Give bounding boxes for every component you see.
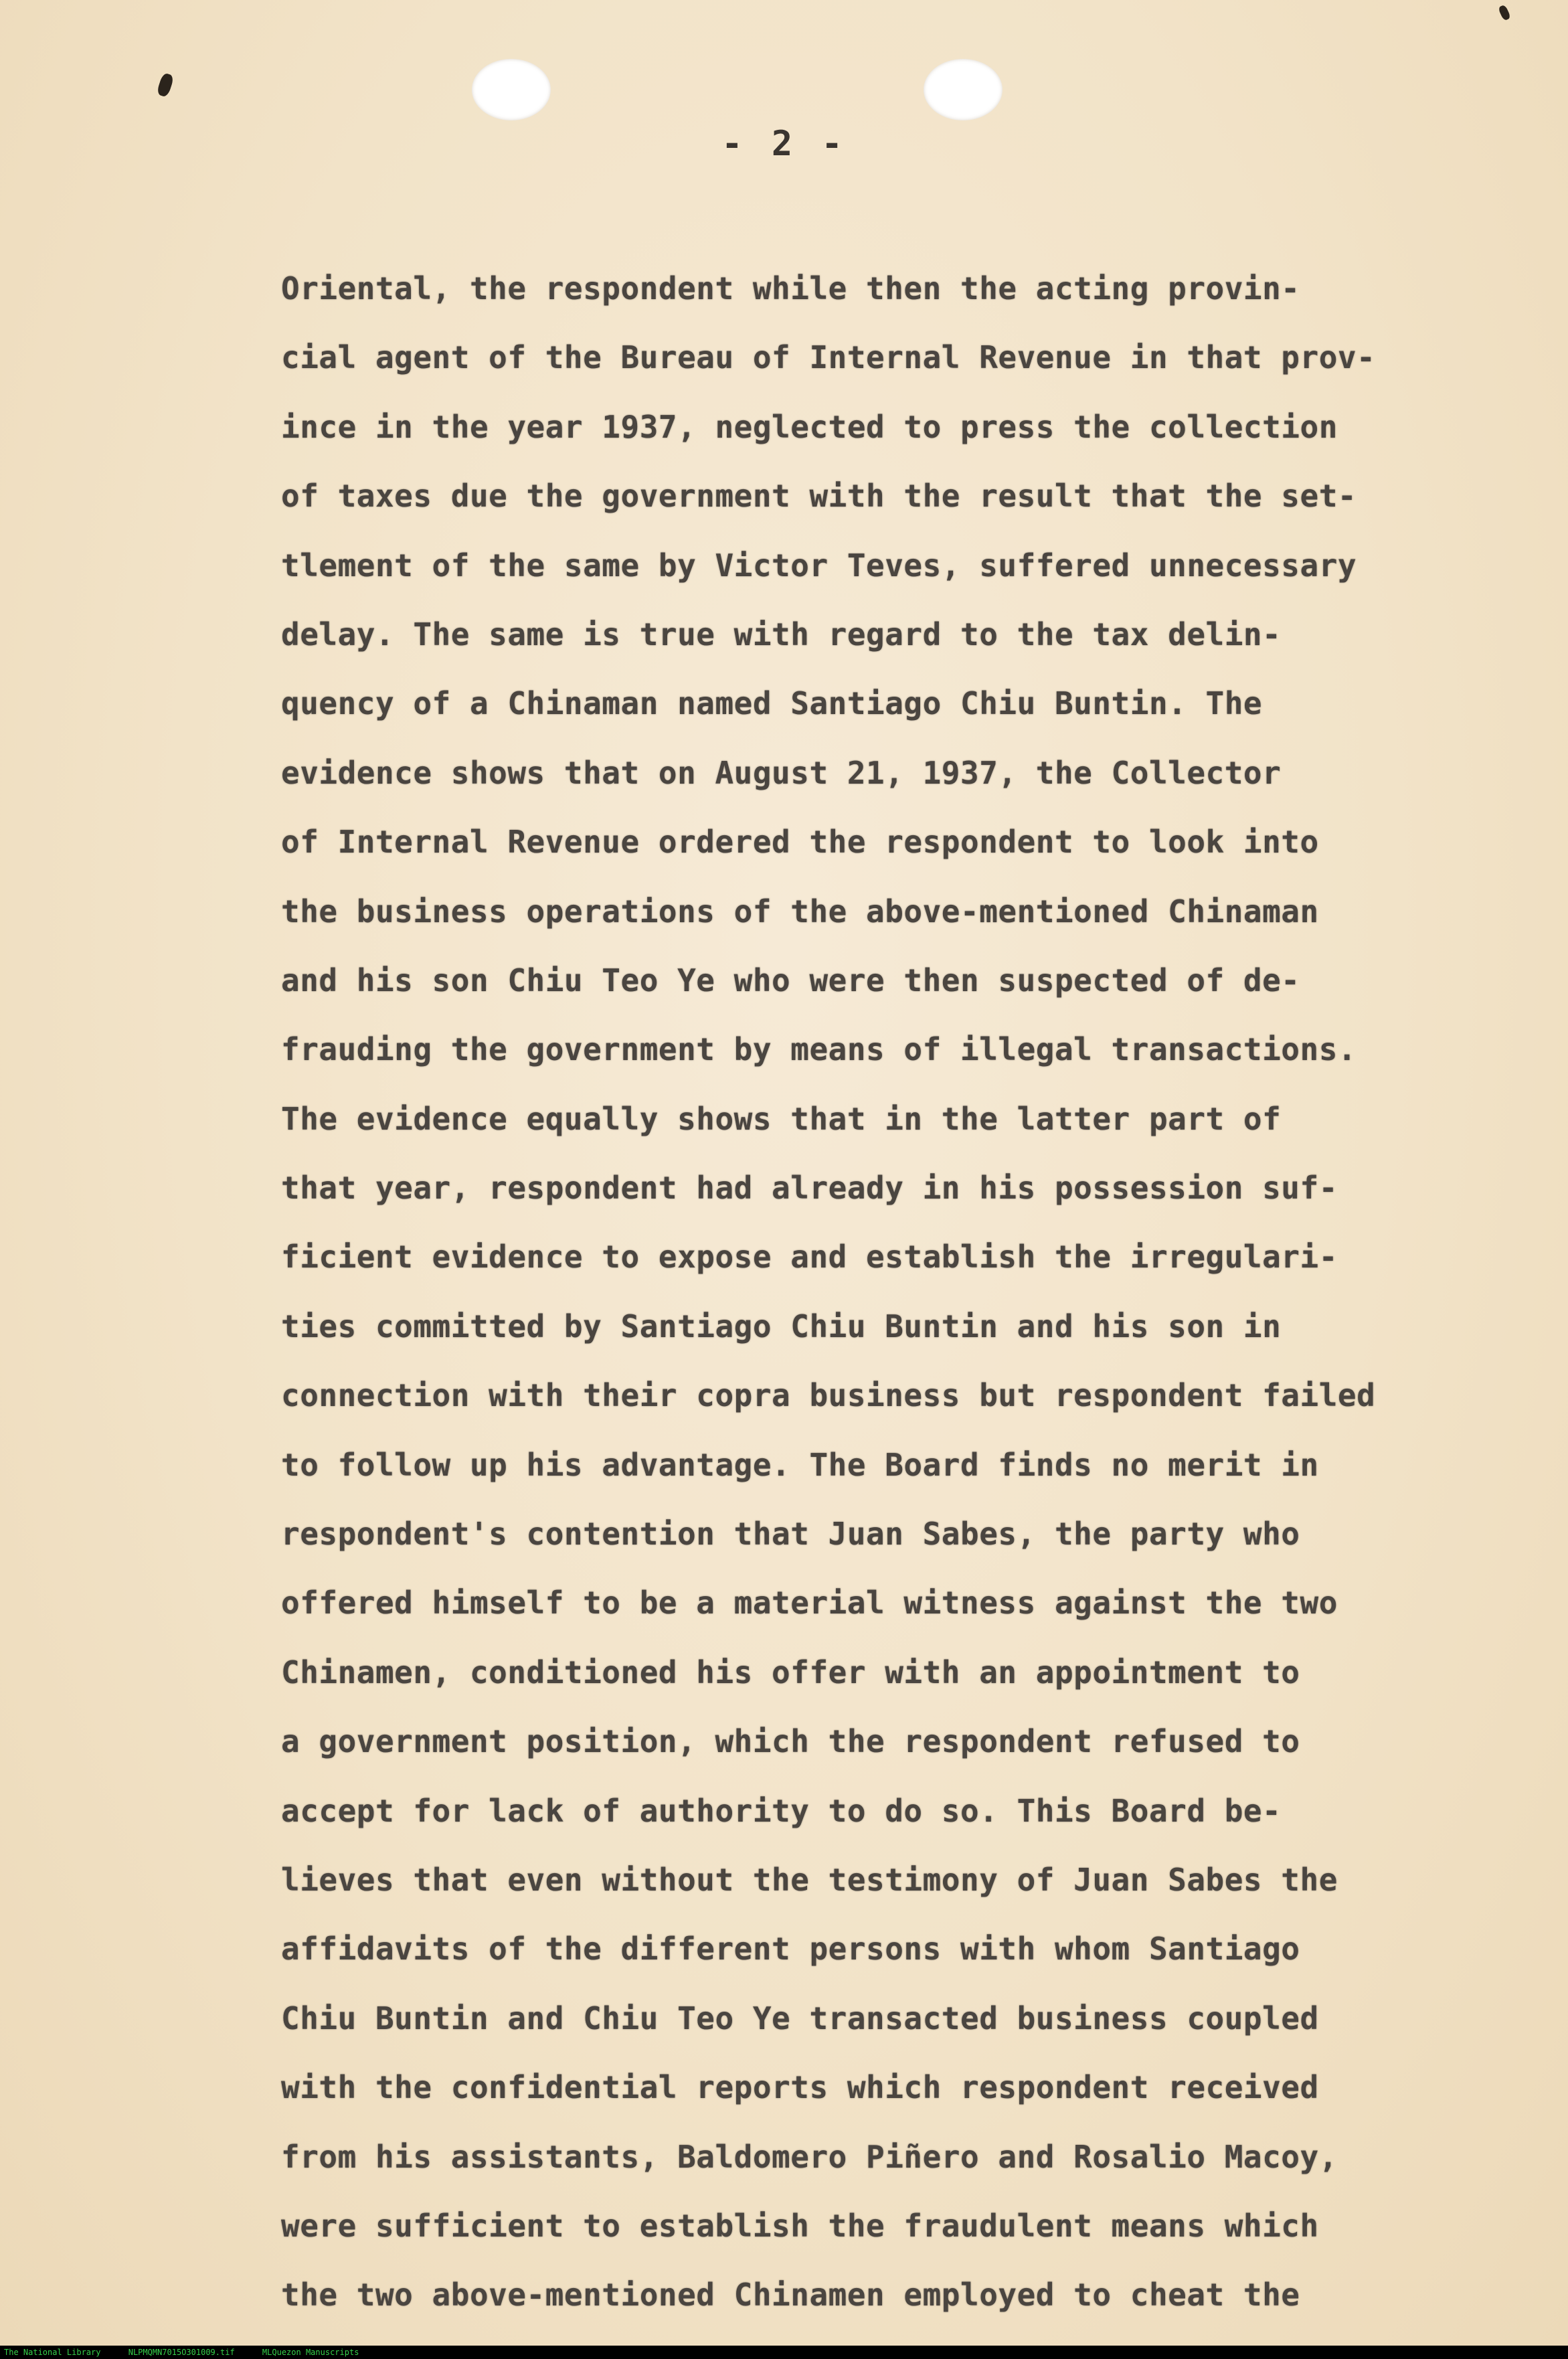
- text-line: cial agent of the Bureau of Internal Revenue in that prov-: [281, 339, 1376, 376]
- footer-library: The National Library: [4, 2348, 101, 2357]
- archive-footer: [0, 2346, 1568, 2359]
- text-line: the two above-mentioned Chinamen employed to cheat the: [281, 2277, 1300, 2313]
- text-line: ince in the year 1937, neglected to press the collection: [281, 408, 1338, 445]
- text-line: delay. The same is true with regard to the tax delin-: [281, 616, 1282, 652]
- footer-file: NLPMQMN7015O301009.tif: [128, 2348, 235, 2357]
- text-line: with the confidential reports which respondent received: [281, 2069, 1319, 2106]
- text-line: that year, respondent had already in his possession suf-: [281, 1170, 1338, 1207]
- text-line: Oriental, the respondent while then the acting provin-: [281, 270, 1300, 307]
- text-line: and his son Chiu Teo Ye who were then suspected of de-: [281, 962, 1300, 998]
- text-line: The evidence equally shows that in the latter part of: [281, 1100, 1282, 1137]
- footer-collection: MLQuezon Manuscripts: [262, 2348, 359, 2357]
- text-line: to follow up his advantage. The Board finds no merit in: [281, 1446, 1319, 1483]
- text-line: the business operations of the above-mentioned Chinaman: [281, 893, 1319, 930]
- text-line: ficient evidence to expose and establish the irregulari-: [281, 1239, 1338, 1276]
- text-line: ties committed by Santiago Chiu Buntin and his son in: [281, 1308, 1282, 1344]
- text-line: offered himself to be a material witness against the two: [281, 1585, 1338, 1622]
- text-line: quency of a Chinaman named Santiago Chiu Buntin. The: [281, 685, 1263, 722]
- text-line: Chiu Buntin and Chiu Teo Ye transacted business coupled: [281, 2000, 1319, 2036]
- text-line: frauding the government by means of illegal transactions.: [281, 1031, 1357, 1068]
- text-line: Chinamen, conditioned his offer with an appointment to: [281, 1654, 1300, 1690]
- text-line: from his assistants, Baldomero Piñero and Rosalio Macoy,: [281, 2138, 1338, 2175]
- text-line: evidence shows that on August 21, 1937, the Collector: [281, 754, 1282, 791]
- ink-blot: [156, 72, 175, 98]
- text-line: of Internal Revenue ordered the respondent to look into: [281, 824, 1319, 861]
- text-line: were sufficient to establish the fraudulent means which: [281, 2207, 1319, 2244]
- page-number: - 2 -: [721, 124, 847, 164]
- body-text: [281, 254, 1512, 2330]
- text-line: accept for lack of authority to do so. This Board be-: [281, 1792, 1282, 1829]
- text-line: of taxes due the government with the result that the set-: [281, 478, 1357, 515]
- ink-blot: [1498, 4, 1511, 21]
- text-line: respondent's contention that Juan Sabes, the party who: [281, 1516, 1300, 1553]
- text-line: affidavits of the different persons with whom Santiago: [281, 1931, 1300, 1968]
- text-line: connection with their copra business but respondent failed: [281, 1377, 1376, 1414]
- text-line: a government position, which the respondent refused to: [281, 1723, 1300, 1760]
- punch-hole: [924, 59, 1003, 120]
- text-line: lieves that even without the testimony of Juan Sabes the: [281, 1861, 1338, 1898]
- text-line: tlement of the same by Victor Teves, suffered unnecessary: [281, 547, 1357, 584]
- punch-hole: [472, 59, 551, 120]
